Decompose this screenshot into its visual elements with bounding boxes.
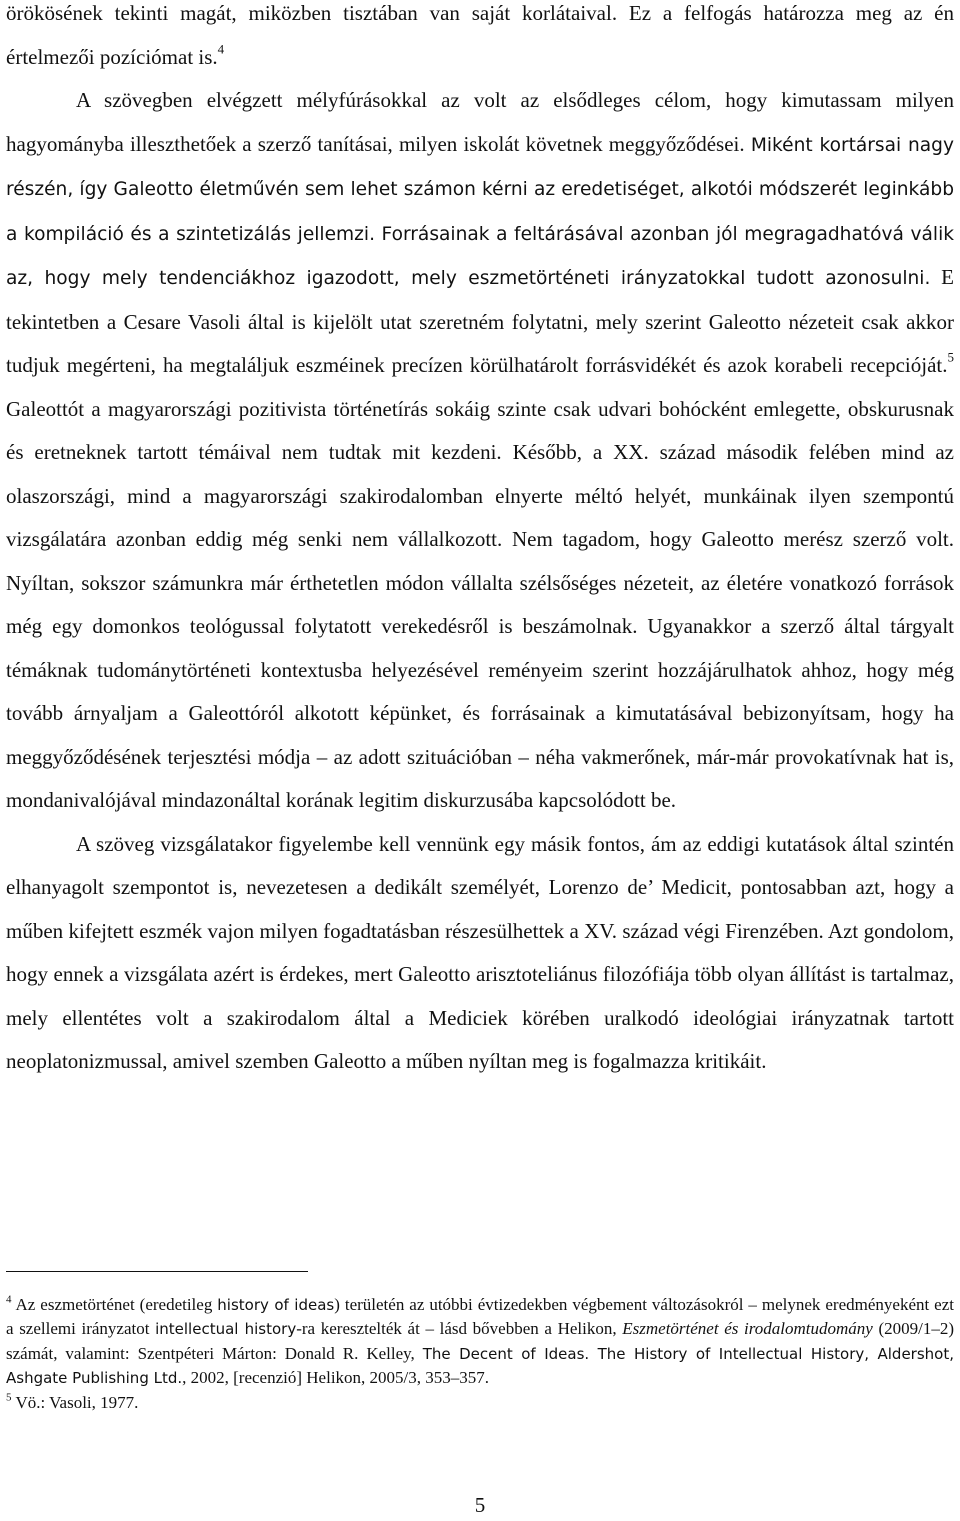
text-run: (2009/1–2) számát, valamint: Szentpéteri Márton: Donald R. Kelley, [6,1319,954,1363]
text-run: A szövegben elvégzett mélyfúrásokkal az volt az elsődleges célom, hogy kimutassam milyen hagyományba illeszthetőek a szerző tanításai, milyen iskolát követnek meggyőződései. [6,88,954,156]
text-run: E tekintetben a Cesare Vasoli által is kijelölt utat szeretném folytatni, mely szerint Galeotto nézeteit csak akkor tudjuk megérteni, ha megtaláljuk eszméinek precízen körülhatárolt forrásvidékét és azok korabeli recepcióját. [6,265,954,377]
footnote [6,1391,954,1415]
text-run: Vö.: Vasoli, 1977. [11,1392,139,1412]
body-text [6,0,954,1084]
paragraph [6,0,954,79]
footnote-reference: 4 [6,1293,12,1306]
footnotes [6,1293,954,1415]
paragraph [6,823,954,1084]
footnote-reference: 5 [947,349,954,365]
footnote-separator [6,1271,308,1272]
text-run: Az eszmetörténet (eredetileg [11,1295,218,1314]
sans-serif-passage: intellectual history [155,1320,297,1339]
text-run: , 2002, [recenzió] Helikon, 2005/3, 353–357. [182,1368,490,1388]
footnote-reference: 5 [6,1390,12,1403]
paragraph [6,79,954,823]
text-run: A szöveg vizsgálatakor figyelembe kell vennünk egy másik fontos, ám az eddigi kutatások által szintén elhanyagolt szempontot is, nevezetesen a dedikált személyét, Lorenzo de’ Medicit, pontosabban azt, hogy a műben kifejtett eszmék vajon milyen fogadtatásban részesülhettek a XV. század végi Firenzében. Azt gondolom, hogy ennek a vizsgálata azért is érdekes, mert Galeotto arisztoteliánus filozófiája több olyan állítást is tartalmaz, mely ellentétes volt a szakirodalom által a Mediciek körében uralkodó ideológiai irányzatnak tartott neoplatonizmussal, amivel szemben Galeotto a műben nyíltan meg is fogalmazza kritikáit. [6,831,954,1073]
document-page [6,0,954,1412]
sans-serif-passage: The Decent of Ideas. The History of Intellectual History, Aldershot, Ashgate Publishing Ltd. [6,1344,954,1388]
page-number: 5 [474,1493,486,1517]
text-run: ) területén az utóbbi évtizedekben végbement változásokról – melynek eredményeként ezt a szellemi irányzatot [6,1295,954,1339]
text-run: -ra keresztelték át – lásd bővebben a Helikon, [296,1319,623,1339]
text-run: Galeottót a magyarországi pozitivista történetírás sokáig szinte csak udvari bohócként emlegette, obskurusnak és eretneknek tartott témáival nem tudtak mit kezdeni. Később, a XX. század második felében mind az olaszországi, mind a magyarországi szakirodalomban elnyerte méltó helyét, munkáinak ilyen szempontú vizsgálatára azonban eddig még senki nem vállalkozott. Nem tagadom, hogy Galeotto merész szerző volt. Nyíltan, sokszor számunkra már érthetetlen módon vállalta szélsőséges nézeteit, az életére vonatkozó források még egy domonkos teológussal folytatott verekedésről is beszámolnak. Ugyanakkor a szerző által tárgyalt témáknak tudománytörténeti kontextusba helyezésével reményeim szerint hozzájárulhatok ahhoz, hogy még tovább árnyaljam a Galeottóról alkotott képünket, és forrásainak a kimutatásával bebizonyítsam, hogy ha meggyőződésének terjesztési módja – az adott szituációban – néha vakmerőnek, már-már provokatívnak hat is, mondanivalójával mindazonáltal korának legitim diskurzusába kapcsolódott be. [6,396,954,812]
sans-serif-passage: Miként kortársai nagy részén, így Galeotto életművén sem lehet számon kérni az eredetiséget, alkotói módszerét leginkább a kompiláció és a szintetizálás jellemzi. Forrásainak a feltárásával azonban jól megragadhatóvá válik az, hogy mely tendenciákhoz igazodott, mely eszmetörténeti irányzatokkal tudott azonosulni. [6,134,954,289]
italic-title: Eszmetörténet és irodalomtudomány [622,1319,873,1339]
sans-serif-passage: history of ideas [217,1296,335,1314]
text-run: örökösének tekinti magát, miközben tisztában van saját korlátaival. Ez a felfogás határozza meg az én értelmezői pozíciómat is. [6,1,954,69]
footnote-reference: 4 [217,41,225,57]
footnote [6,1293,954,1391]
